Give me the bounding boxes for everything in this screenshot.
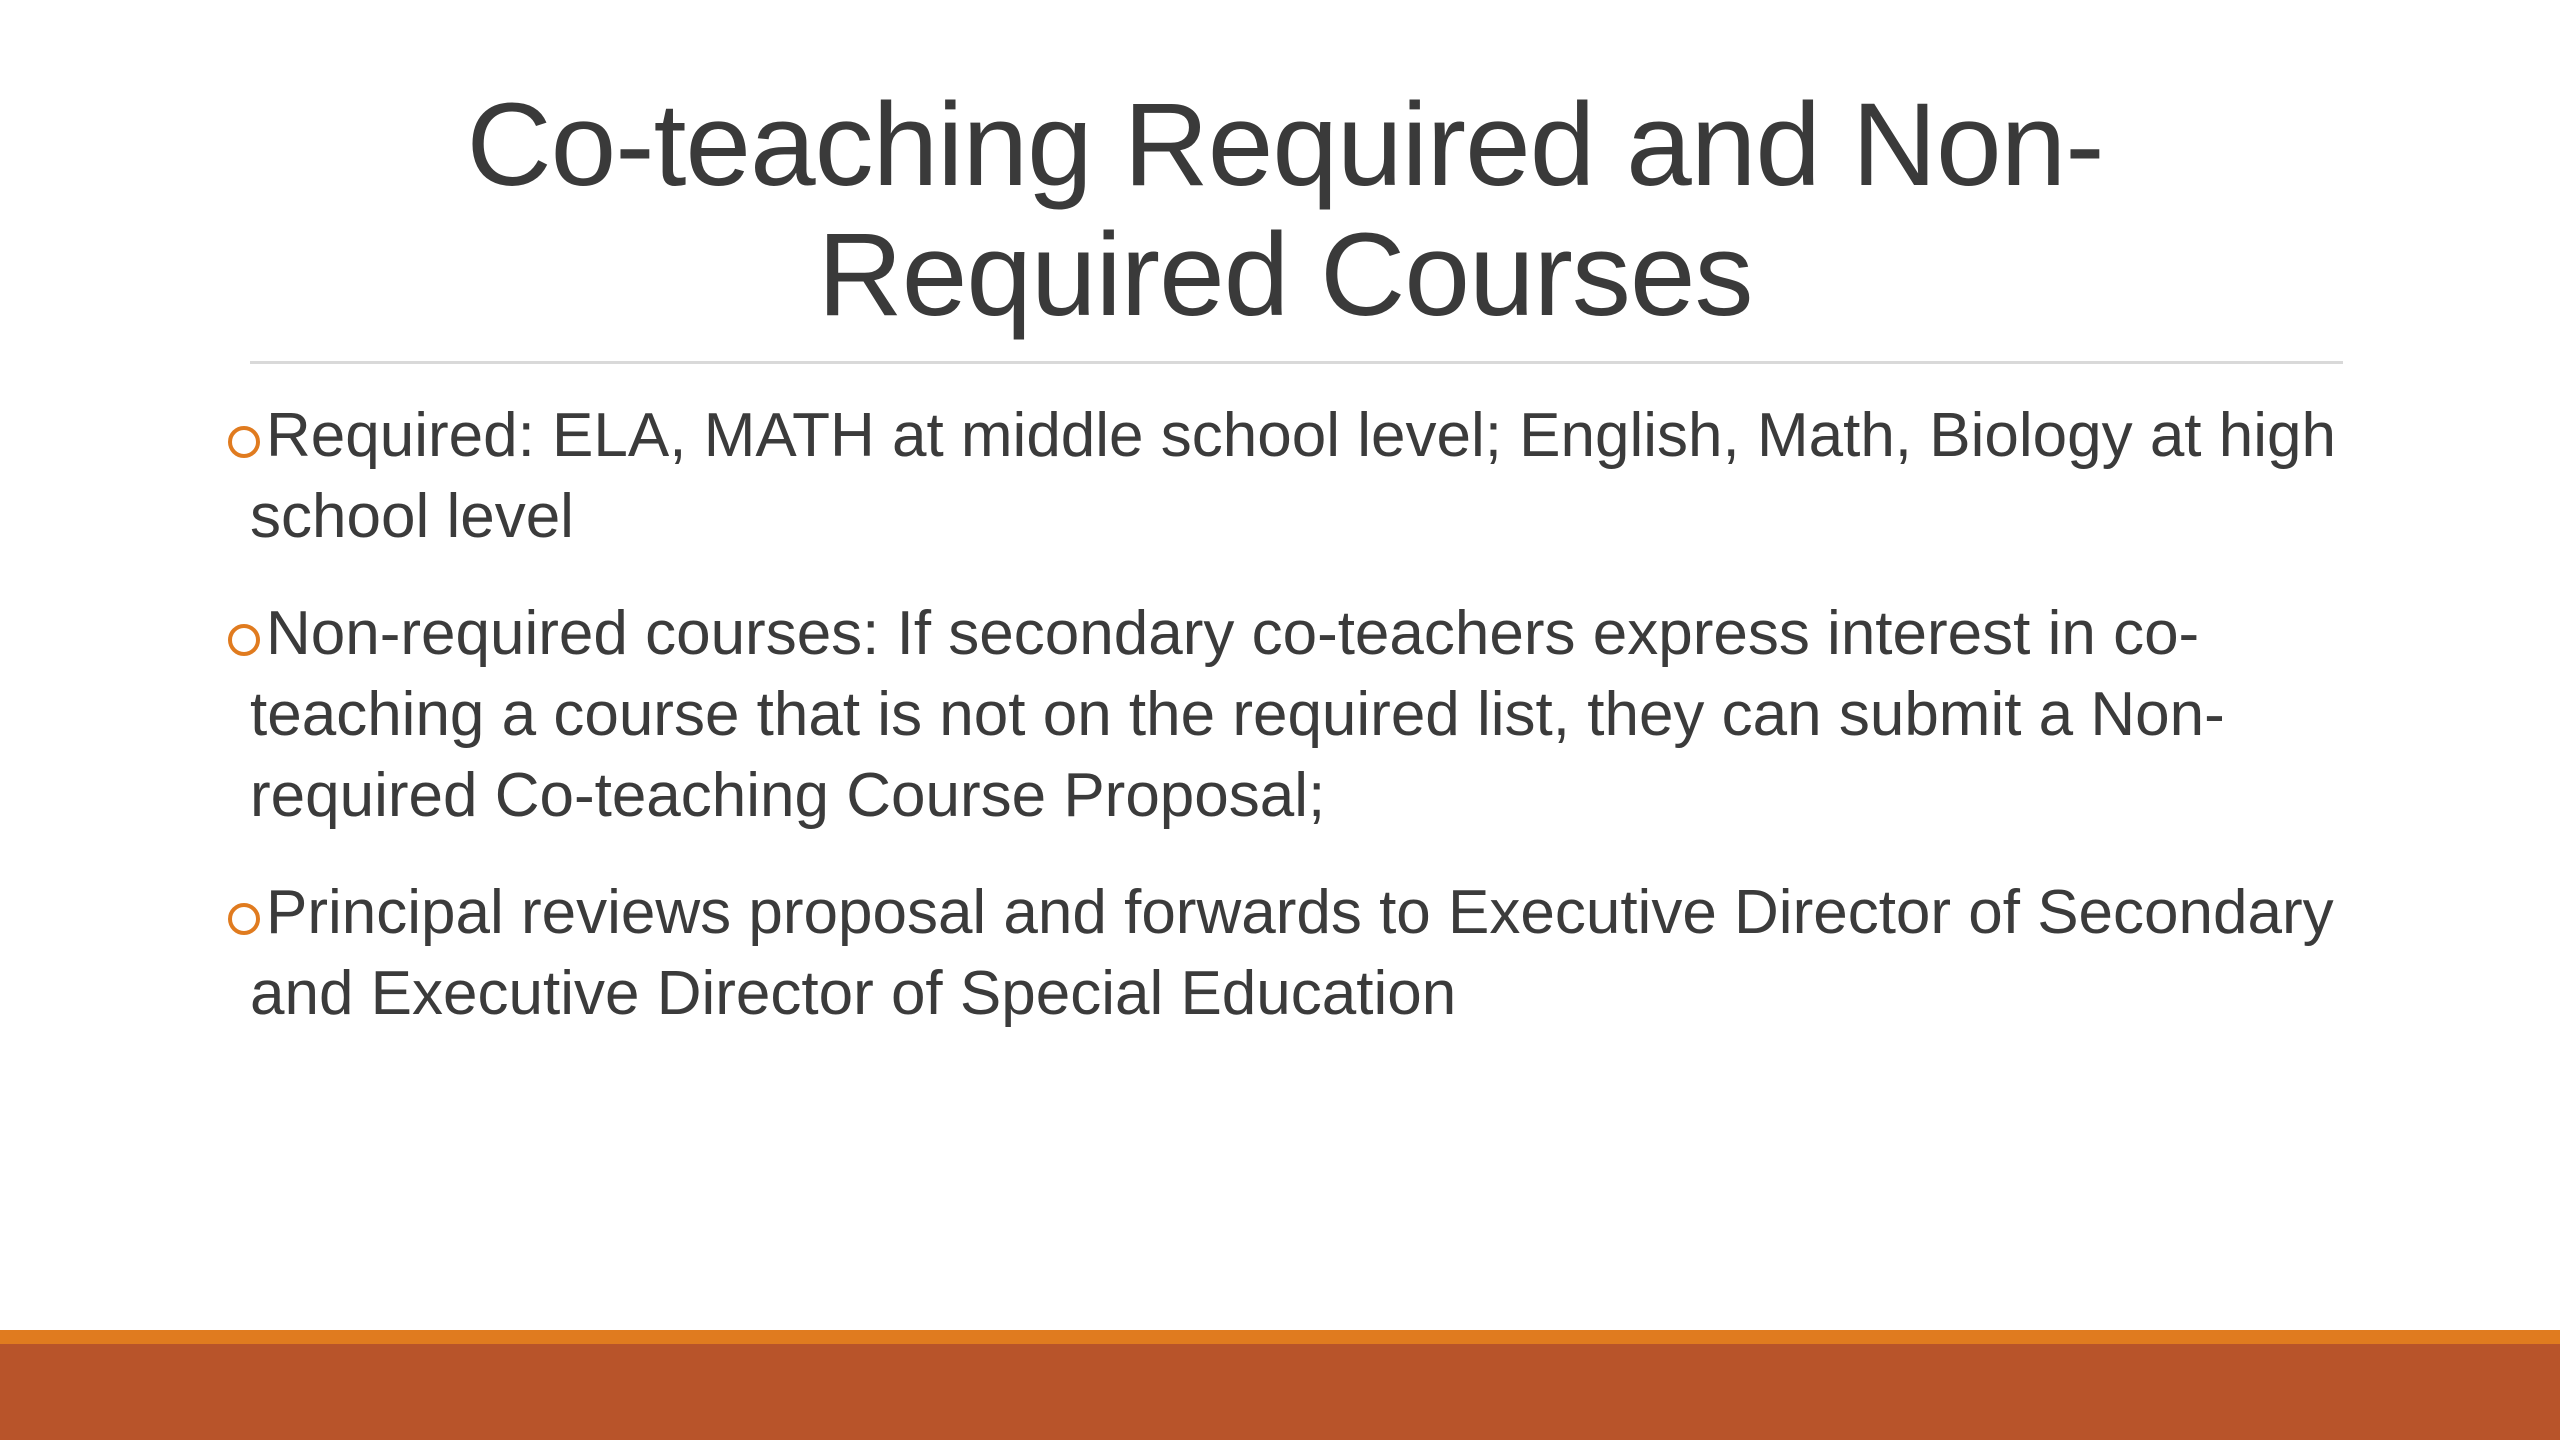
bullet-list [228,395,2348,1070]
footer-band [0,1344,2560,1440]
bullet-text: Non-required courses: If secondary co-teachers express interest in co-teaching a course that is not on the required list, they can submit a Non-required Co-teaching Course Proposal; [250,599,2225,830]
slide-title: Co-teaching Required and Non-Required Courses [466,79,2104,341]
list-item [228,593,2348,836]
hollow-circle-icon [228,624,260,656]
footer-accent-stripe [0,1330,2560,1344]
title-divider [250,361,2343,364]
hollow-circle-icon [228,426,260,458]
list-item [228,872,2348,1034]
list-item [228,395,2348,557]
hollow-circle-icon [228,903,260,935]
bullet-text: Required: ELA, MATH at middle school level; English, Math, Biology at high school level [250,401,2336,551]
bullet-text: Principal reviews proposal and forwards to Executive Director of Secondary and Executive Director of Special Education [250,878,2334,1028]
